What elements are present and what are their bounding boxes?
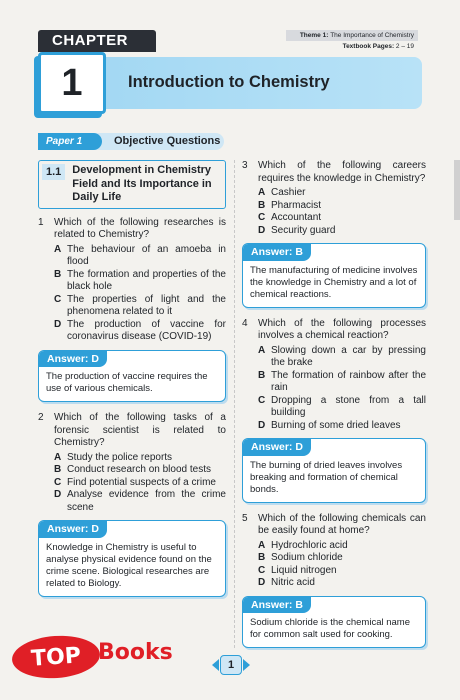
- pages-label: Textbook Pages:: [342, 43, 395, 50]
- question-text: Which of the following tasks of a forensic scientist is related to Chemistry?: [54, 412, 226, 448]
- question-text: Which of the following chemicals can be easily found at home?: [258, 512, 426, 536]
- option-letter: B: [54, 268, 62, 280]
- question-5: [242, 513, 426, 538]
- option-text: Nitric acid: [271, 577, 315, 588]
- option-text: Accountant: [271, 212, 322, 223]
- option-text: The formation of rainbow after the rain: [271, 369, 426, 393]
- option-c: [258, 395, 426, 420]
- option-text: Pharmacist: [271, 199, 322, 211]
- answer-box-2: [38, 520, 226, 597]
- chapter-number: 1: [38, 52, 106, 114]
- option-letter: D: [54, 318, 62, 330]
- logo-books-text: Books: [98, 640, 173, 665]
- column-divider: [234, 160, 235, 648]
- page-arrow-left-icon: [212, 659, 219, 671]
- left-column: [38, 160, 226, 607]
- option-text: The formation and properties of the black hole: [67, 268, 226, 292]
- option-letter: A: [54, 451, 62, 463]
- question-3: [242, 160, 426, 185]
- option-text: Conduct research on blood tests: [67, 464, 211, 475]
- option-d: [54, 319, 226, 344]
- option-b: [258, 200, 426, 213]
- option-text: Analyse evidence from the crime scene: [67, 489, 226, 513]
- question-3-options: [242, 187, 426, 237]
- answer-heading: Answer: B: [243, 244, 311, 261]
- question-4-options: [242, 345, 426, 433]
- topbooks-logo: [12, 632, 212, 682]
- theme-line: [286, 30, 418, 41]
- option-b: [258, 552, 426, 565]
- question-1-options: [38, 244, 226, 344]
- theme-info: [286, 30, 418, 52]
- option-a: [258, 540, 426, 553]
- option-letter: A: [54, 243, 62, 255]
- question-4: [242, 318, 426, 343]
- right-column: [242, 160, 426, 658]
- option-letter: A: [258, 539, 266, 551]
- pages-text: 2 – 19: [395, 43, 414, 50]
- chapter-tab: CHAPTER: [38, 30, 156, 52]
- answer-box-1: [38, 350, 226, 403]
- question-2-options: [38, 452, 226, 515]
- option-d: [258, 420, 426, 433]
- option-letter: A: [258, 344, 266, 356]
- answer-box-5: [242, 596, 426, 649]
- option-b: [54, 464, 226, 477]
- textbook-pages-line: [286, 41, 418, 52]
- option-a: [54, 244, 226, 269]
- option-text: The production of vaccine for coronavirus disease (COVID-19): [67, 318, 226, 342]
- paper-title: Objective Questions: [114, 135, 221, 147]
- option-text: Slowing down a car by pressing the brake: [271, 344, 426, 368]
- option-a: [258, 345, 426, 370]
- question-number: 5: [242, 512, 248, 524]
- option-text: Sodium chloride: [271, 552, 343, 563]
- option-c: [54, 477, 226, 490]
- option-letter: C: [258, 394, 266, 406]
- option-letter: B: [258, 552, 266, 563]
- option-letter: C: [258, 212, 266, 223]
- option-d: [258, 225, 426, 238]
- option-a: [54, 452, 226, 465]
- answer-explanation: Knowledge in Chemistry is useful to analyse physical evidence found on the crime scene. Biological researches are related to Biology.: [46, 541, 212, 589]
- answer-explanation: The production of vaccine requires the use of various chemicals.: [46, 371, 208, 394]
- option-text: Study the police reports: [67, 451, 173, 463]
- chapter-title: Introduction to Chemistry: [128, 73, 330, 91]
- question-text: Which of the following careers requires the knowledge in Chemistry?: [258, 160, 426, 184]
- question-number: 4: [242, 317, 248, 329]
- option-text: Security guard: [271, 224, 336, 236]
- logo-top-text: TOP: [11, 633, 102, 681]
- paper-label: Paper 1: [38, 133, 102, 150]
- answer-explanation: The manufacturing of medicine involves the knowledge in Chemistry and a lot of chemical reactions.: [250, 264, 418, 300]
- option-a: [258, 187, 426, 200]
- page-number: 1: [220, 655, 242, 675]
- section-title: Development in Chemistry Field and Its Importance in Daily Life: [72, 164, 212, 203]
- option-d: [258, 577, 426, 590]
- section-number: 1.1: [42, 164, 65, 180]
- option-c: [54, 294, 226, 319]
- option-c: [258, 565, 426, 578]
- option-d: [54, 489, 226, 514]
- question-text: Which of the following processes involves a chemical reaction?: [258, 317, 426, 341]
- answer-heading: Answer: D: [39, 351, 107, 368]
- question-number: 2: [38, 412, 44, 423]
- option-letter: D: [54, 489, 62, 500]
- question-number: 3: [242, 160, 248, 171]
- option-letter: C: [258, 564, 266, 576]
- option-letter: D: [258, 577, 266, 588]
- answer-box-3: [242, 243, 426, 308]
- section-heading: [38, 160, 226, 209]
- answer-explanation: The burning of dried leaves involves breaking and formation of chemical bonds.: [250, 459, 403, 495]
- option-letter: C: [54, 476, 62, 488]
- answer-heading: Answer: D: [39, 521, 107, 538]
- side-edge: [454, 160, 460, 220]
- option-letter: A: [258, 187, 266, 198]
- answer-heading: Answer: B: [243, 597, 311, 614]
- option-letter: B: [258, 369, 266, 381]
- question-text: Which of the following researches is related to Chemistry?: [54, 216, 226, 240]
- option-b: [258, 370, 426, 395]
- question-number: 1: [38, 216, 44, 228]
- answer-heading: Answer: D: [243, 439, 311, 456]
- option-text: Dropping a stone from a tall building: [271, 394, 426, 418]
- option-letter: B: [54, 464, 62, 475]
- option-text: Hydrochloric acid: [271, 539, 348, 551]
- option-text: Burning of some dried leaves: [271, 419, 401, 431]
- page-arrow-right-icon: [243, 659, 250, 671]
- answer-explanation: Sodium chloride is the chemical name for common salt used for cooking.: [250, 617, 410, 640]
- option-letter: C: [54, 293, 62, 305]
- question-5-options: [242, 540, 426, 590]
- option-text: The behaviour of an amoeba in flood: [67, 243, 226, 267]
- option-letter: D: [258, 419, 266, 431]
- theme-label: Theme 1:: [299, 32, 329, 39]
- option-letter: D: [258, 224, 266, 236]
- theme-text: The Importance of Chemistry: [330, 32, 414, 39]
- answer-box-4: [242, 438, 426, 503]
- question-2: [38, 412, 226, 450]
- option-letter: B: [258, 199, 266, 211]
- option-text: Cashier: [271, 187, 306, 198]
- question-1: [38, 217, 226, 242]
- option-b: [54, 269, 226, 294]
- option-text: The properties of light and the phenomena related to it: [67, 293, 226, 317]
- option-text: Find potential suspects of a crime: [67, 476, 216, 488]
- option-c: [258, 212, 426, 225]
- option-text: Liquid nitrogen: [271, 564, 337, 576]
